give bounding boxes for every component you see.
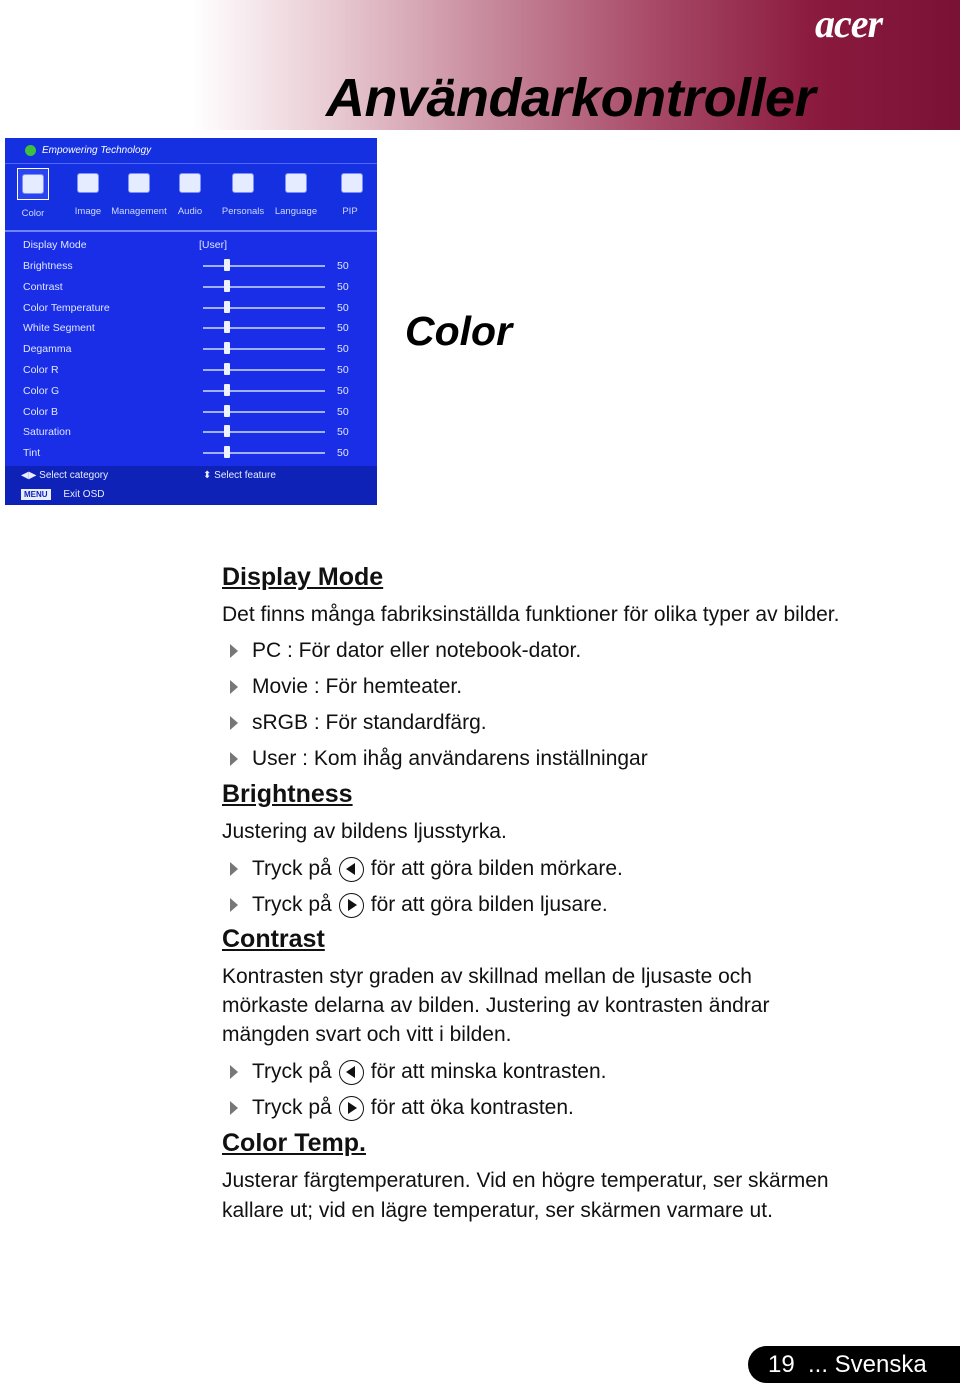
hint-text: Exit OSD [63, 489, 105, 500]
osd-row-display-mode[interactable] [23, 235, 363, 255]
osd-slider-handle[interactable] [224, 259, 230, 271]
osd-row-value: 50 [337, 384, 349, 397]
bullet-arrow-icon [230, 716, 238, 730]
osd-hint-bar [5, 466, 377, 505]
osd-tab-bar [15, 168, 365, 228]
osd-row-value: 50 [337, 364, 349, 376]
osd-row-value: 50 [337, 280, 349, 293]
list-item-text: PC : För dator eller notebook-dator. [252, 639, 582, 662]
menu-key-badge: MENU [21, 489, 51, 500]
osd-tab-label: Personals [221, 206, 265, 217]
bullet-arrow-icon [230, 644, 238, 658]
right-button-icon [339, 1096, 364, 1121]
osd-row-value: 50 [337, 301, 349, 314]
hint-exit-osd [21, 488, 104, 502]
osd-row-value: 50 [337, 447, 349, 460]
list-item [230, 636, 581, 666]
heading-contrast: Contrast [222, 925, 325, 953]
osd-setting-row[interactable] [23, 402, 363, 422]
osd-row-label: White Segment [23, 322, 95, 335]
page-title: Användarkontroller [326, 68, 816, 128]
list-item-text: Movie : För hemteater. [252, 675, 463, 698]
osd-setting-row[interactable] [23, 443, 363, 463]
osd-tab-label: Image [74, 206, 102, 217]
osd-setting-row[interactable] [23, 381, 363, 401]
osd-slider-track[interactable] [203, 327, 325, 329]
osd-setting-row[interactable] [23, 256, 363, 276]
osd-setting-row[interactable] [23, 318, 363, 338]
osd-setting-row[interactable] [23, 360, 363, 380]
hint-select-feature [203, 469, 276, 483]
list-item [230, 672, 462, 702]
list-item-text: för att öka kontrasten. [370, 1096, 574, 1119]
left-button-icon [339, 857, 364, 882]
osd-row-label: Color B [23, 405, 59, 418]
osd-slider-track[interactable] [203, 390, 325, 392]
osd-slider-handle[interactable] [224, 425, 230, 437]
osd-tab-audio[interactable] [174, 168, 206, 217]
speaker-icon [175, 168, 205, 198]
list-item [230, 744, 648, 774]
osd-row-label: Degamma [23, 343, 72, 356]
color-temp-line-1: Justerar färgtemperaturen. Vid en högre temperatur, ser skärmen [222, 1169, 829, 1192]
osd-tab-label: Audio [177, 206, 203, 217]
osd-slider-track[interactable] [203, 265, 325, 267]
section-title: Color [405, 308, 513, 354]
osd-tab-pip[interactable] [337, 168, 363, 217]
osd-menu-screenshot [5, 138, 377, 505]
up-down-arrows-icon: ⬍ [203, 470, 212, 481]
contrast-line-1: Kontrasten styr graden av skillnad mellan de ljusaste och [222, 965, 752, 988]
hint-text: Select feature [214, 470, 276, 481]
footer-language: ... Svenska [808, 1351, 927, 1378]
heading-brightness: Brightness [222, 780, 353, 808]
osd-row-value: 50 [337, 260, 349, 272]
osd-slider-handle[interactable] [224, 363, 230, 375]
osd-row-value: 50 [337, 343, 349, 356]
osd-slider-handle[interactable] [224, 446, 230, 458]
osd-slider-track[interactable] [203, 369, 325, 371]
osd-slider-track[interactable] [203, 307, 325, 309]
contrast-line-3: mängden svart och vitt i bilden. [222, 1023, 512, 1046]
press-text: Tryck på [252, 857, 332, 880]
osd-slider-track[interactable] [203, 411, 325, 413]
osd-brand-text: Empowering Technology [42, 145, 152, 156]
osd-tab-personals[interactable] [218, 168, 268, 217]
image-icon [73, 168, 103, 198]
osd-row-label: Brightness [23, 260, 73, 272]
osd-brand [25, 144, 151, 158]
osd-slider-handle[interactable] [224, 301, 230, 313]
heading-color-temp: Color Temp. [222, 1129, 366, 1157]
osd-row-label: Color Temperature [23, 301, 110, 314]
osd-tab-management[interactable] [107, 168, 171, 217]
left-right-arrows-icon: ◀▶ [21, 470, 37, 481]
list-item-text: sRGB : För standardfärg. [252, 711, 487, 734]
list-item [230, 890, 608, 920]
bullet-arrow-icon [230, 752, 238, 766]
osd-slider-handle[interactable] [224, 280, 230, 292]
osd-slider-track[interactable] [203, 348, 325, 350]
list-item-text: User : Kom ihåg användarens inställningar [252, 747, 648, 770]
osd-slider-handle[interactable] [224, 405, 230, 417]
contrast-line-2: mörkaste delarna av bilden. Justering av kontrasten ändrar [222, 994, 770, 1017]
heading-display-mode: Display Mode [222, 563, 384, 591]
empowering-logo-icon [25, 145, 36, 156]
display-mode-intro: Det finns många fabriksinställda funktioner för olika typer av bilder. [222, 603, 840, 626]
osd-tab-color[interactable] [15, 168, 51, 219]
osd-row-value: 50 [337, 322, 349, 335]
list-item [230, 708, 487, 738]
osd-divider [5, 163, 377, 164]
osd-row-value: [User] [199, 239, 228, 251]
osd-slider-handle[interactable] [224, 342, 230, 354]
osd-tab-label: Management [111, 206, 167, 217]
hint-text: Select category [39, 470, 109, 481]
osd-row-label: Saturation [23, 426, 71, 439]
bullet-arrow-icon [230, 1065, 238, 1079]
bullet-arrow-icon [230, 862, 238, 876]
list-item-text: för att göra bilden mörkare. [370, 857, 623, 880]
osd-slider-track[interactable] [203, 431, 325, 433]
press-text: Tryck på [252, 1096, 332, 1119]
osd-row-label: Display Mode [23, 239, 87, 251]
list-item [230, 1057, 607, 1087]
osd-header [5, 138, 377, 230]
osd-setting-row[interactable] [23, 422, 363, 442]
wrench-gear-icon [124, 168, 154, 198]
left-button-icon [339, 1060, 364, 1085]
osd-row-value: 50 [337, 426, 349, 439]
osd-settings-list [5, 230, 377, 468]
press-text: Tryck på [252, 1060, 332, 1083]
osd-row-value: 50 [337, 405, 349, 418]
hint-select-category [21, 469, 108, 483]
list-item [230, 854, 623, 884]
list-item-text: för att minska kontrasten. [370, 1060, 607, 1083]
page-number: 19 [768, 1351, 795, 1378]
osd-row-label: Color G [23, 384, 60, 397]
acer-logo: acer [815, 1, 883, 46]
palette-icon [17, 168, 49, 200]
osd-row-label: Tint [23, 447, 41, 460]
press-text: Tryck på [252, 893, 332, 916]
page-footer [748, 1346, 960, 1383]
osd-slider-handle[interactable] [224, 321, 230, 333]
bullet-arrow-icon [230, 898, 238, 912]
osd-tab-label: PIP [342, 206, 358, 217]
globe-icon [281, 168, 311, 198]
bullet-arrow-icon [230, 1101, 238, 1115]
osd-slider-track[interactable] [203, 286, 325, 288]
brightness-intro: Justering av bildens ljusstyrka. [222, 820, 507, 843]
osd-tab-image[interactable] [70, 168, 106, 217]
color-temp-line-2: kallare ut; vid en lägre temperatur, ser skärmen varmare ut. [222, 1199, 773, 1222]
osd-row-label: Color R [23, 364, 59, 376]
osd-tab-label: Color [21, 208, 45, 219]
osd-setting-row[interactable] [23, 339, 363, 359]
osd-tab-label: Language [274, 206, 318, 217]
list-item [230, 1093, 574, 1123]
osd-slider-handle[interactable] [224, 384, 230, 396]
person-folder-icon [228, 168, 258, 198]
list-item-text: för att göra bilden ljusare. [370, 893, 608, 916]
osd-slider-track[interactable] [203, 452, 325, 454]
osd-row-label: Contrast [23, 280, 63, 293]
pip-icon [337, 168, 367, 198]
osd-setting-row[interactable] [23, 277, 363, 297]
osd-tab-language[interactable] [270, 168, 322, 217]
right-button-icon [339, 893, 364, 918]
osd-setting-row[interactable] [23, 298, 363, 318]
bullet-arrow-icon [230, 680, 238, 694]
